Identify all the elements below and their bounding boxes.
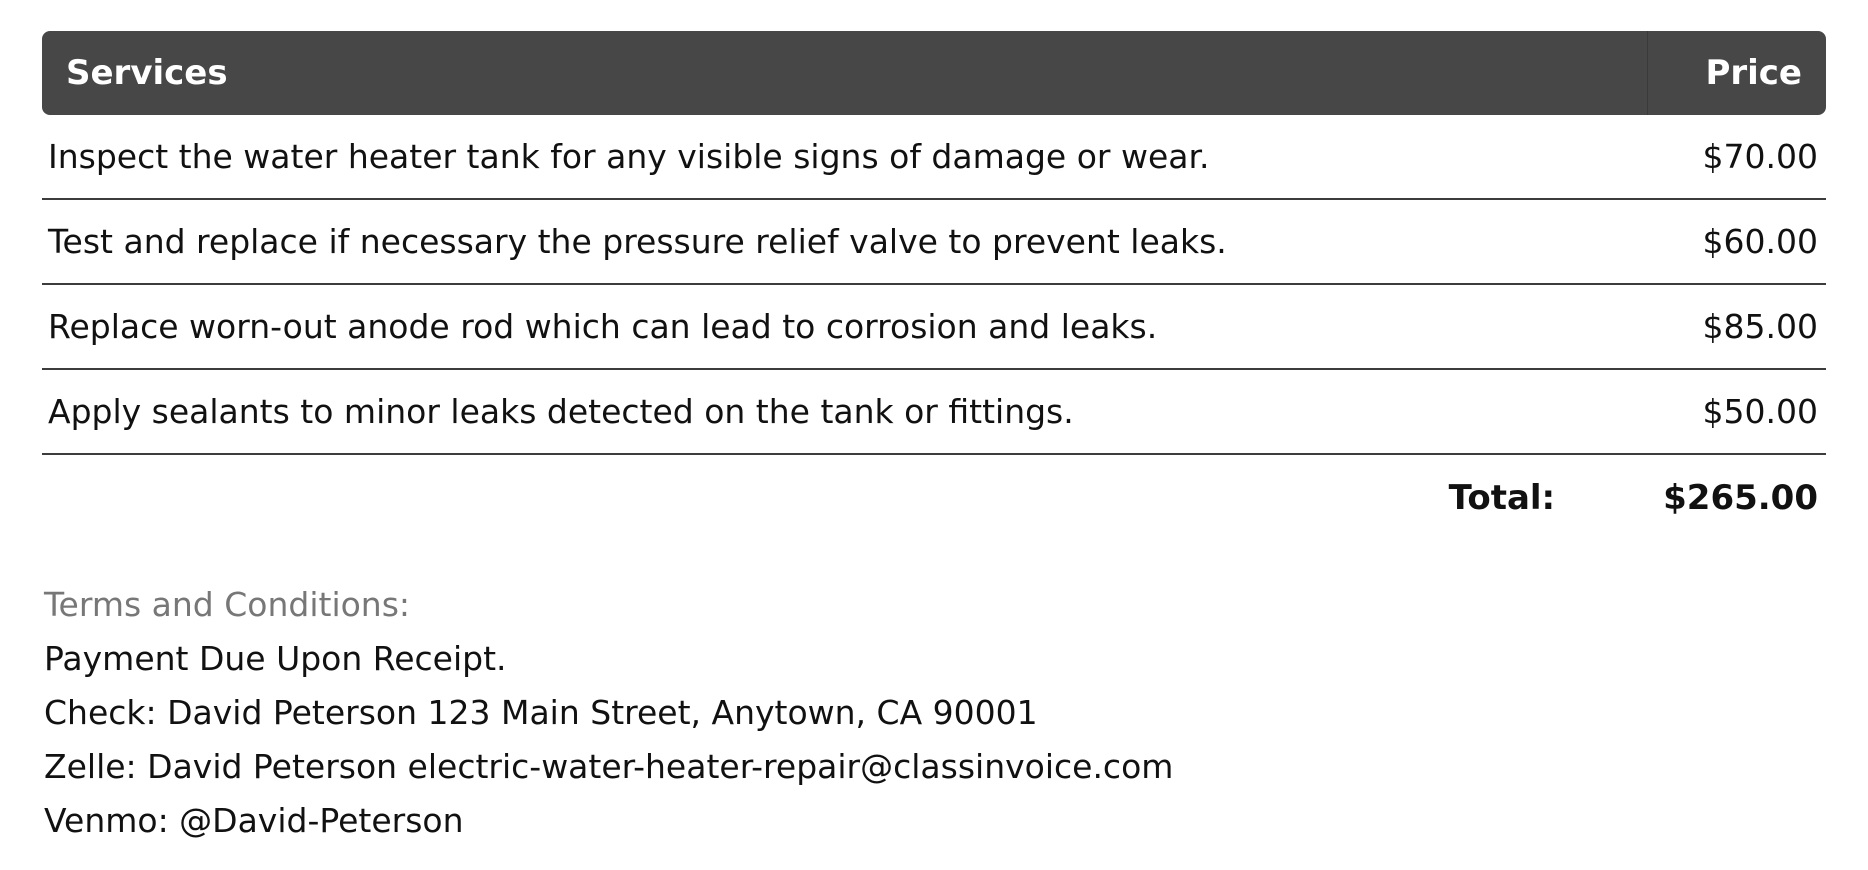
service-price: $60.00 [1702, 222, 1818, 261]
terms-title: Terms and Conditions: [44, 585, 411, 624]
venmo-payment-info: Venmo: @David-Peterson [44, 801, 464, 840]
zelle-payment-info: Zelle: David Peterson electric-water-heater-repair@classinvoice.com [44, 747, 1174, 786]
services-table [42, 31, 1826, 541]
service-price: $70.00 [1702, 137, 1818, 176]
total-value: $265.00 [1663, 478, 1818, 518]
service-description: Replace worn-out anode rod which can lead to corrosion and leaks. [48, 307, 1158, 346]
total-row [42, 455, 1826, 541]
service-price: $50.00 [1702, 392, 1818, 431]
table-row [42, 200, 1826, 285]
price-column-header: Price [1705, 53, 1802, 93]
service-description: Apply sealants to minor leaks detected on the tank or fittings. [48, 392, 1074, 431]
table-row [42, 370, 1826, 455]
service-description: Inspect the water heater tank for any visible signs of damage or wear. [48, 137, 1210, 176]
payment-terms: Payment Due Upon Receipt. [44, 639, 507, 678]
table-row [42, 285, 1826, 370]
header-divider [1647, 31, 1648, 115]
service-price: $85.00 [1702, 307, 1818, 346]
check-payment-info: Check: David Peterson 123 Main Street, Anytown, CA 90001 [44, 693, 1038, 732]
service-description: Test and replace if necessary the pressure relief valve to prevent leaks. [48, 222, 1227, 261]
total-label: Total: [1448, 478, 1556, 518]
services-column-header: Services [66, 53, 228, 93]
terms-section [44, 578, 1644, 848]
table-row [42, 115, 1826, 200]
table-header [42, 31, 1826, 115]
